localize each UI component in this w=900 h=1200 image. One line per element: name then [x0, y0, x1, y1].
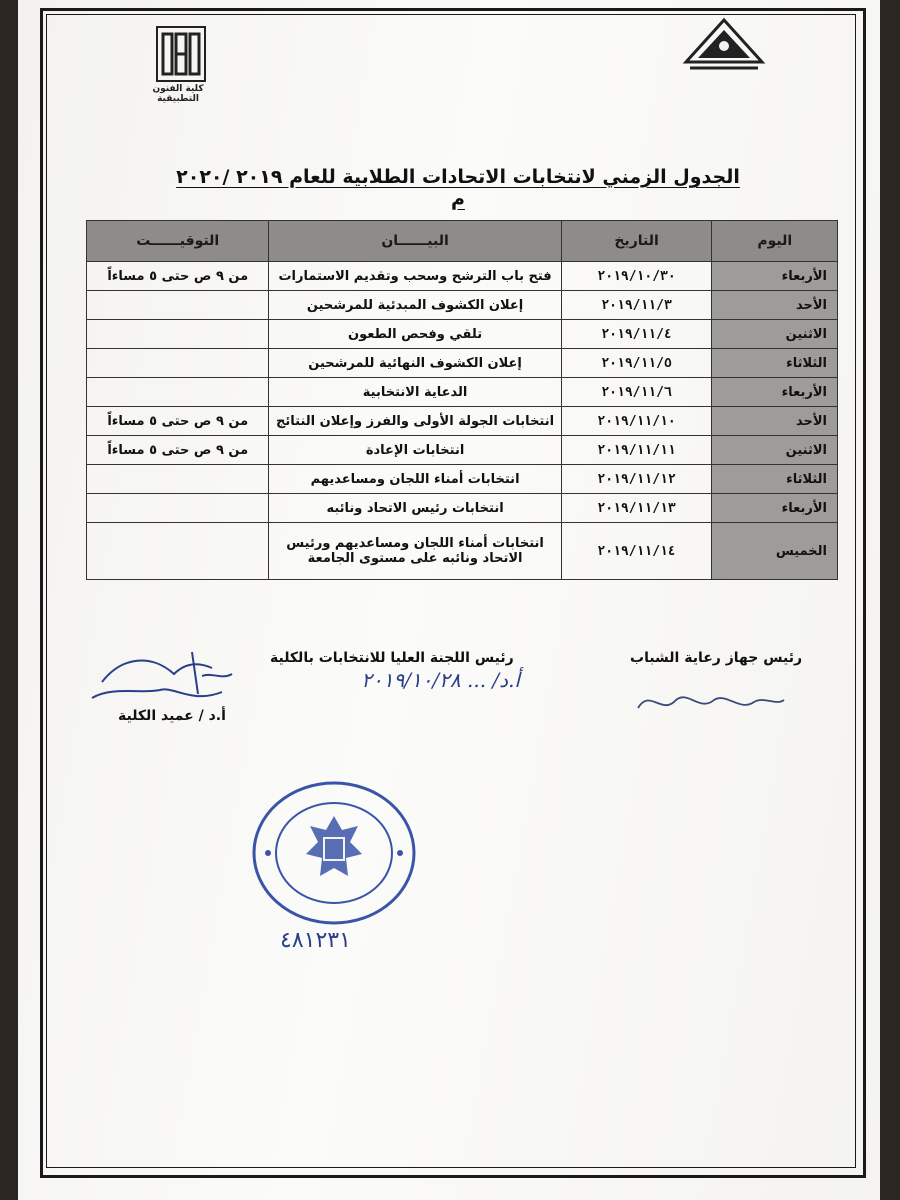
row-date: ٢٠١٩/١١/١٠: [561, 407, 712, 436]
table-row: [87, 465, 838, 494]
row-timing: من ٩ ص حتى ٥ مساءاً: [87, 436, 269, 465]
row-day: الثلاثاء: [712, 349, 838, 378]
committee-signature: أ.د/ ... ٢٠١٩/١٠/٢٨: [361, 668, 520, 692]
row-timing: [87, 523, 269, 580]
row-statement: إعلان الكشوف النهائية للمرشحين: [269, 349, 561, 378]
table-row: [87, 378, 838, 407]
header-timing: التوقيــــــت: [87, 221, 269, 262]
row-day: الأربعاء: [712, 262, 838, 291]
faculty-logo-caption: كلية الفنون التطبيقية: [152, 84, 204, 104]
row-statement: انتخابات الجولة الأولى والفرز وإعلان النتائج: [269, 407, 561, 436]
row-day: الاثنين: [712, 320, 838, 349]
row-date: ٢٠١٩/١١/١١: [561, 436, 712, 465]
row-statement: فتح باب الترشح وسحب وتقديم الاستمارات: [269, 262, 561, 291]
row-timing: من ٩ ص حتى ٥ مساءاً: [87, 407, 269, 436]
row-day: الخميس: [712, 523, 838, 580]
row-timing: [87, 320, 269, 349]
row-date: ٢٠١٩/١١/١٤: [561, 523, 712, 580]
row-day: الأحد: [712, 291, 838, 320]
row-day: الأربعاء: [712, 494, 838, 523]
dean-label: أ.د / عميد الكلية: [118, 708, 226, 724]
serial-number: ٤٨١٢٣١: [280, 928, 351, 953]
faculty-logo-icon: [156, 26, 206, 82]
row-statement: إعلان الكشوف المبدئية للمرشحين: [269, 291, 561, 320]
table-row: [87, 494, 838, 523]
row-statement: انتخابات أمناء اللجان ومساعديهم: [269, 465, 561, 494]
youth-care-head-label: رئيس جهاز رعاية الشباب: [630, 650, 803, 666]
row-date: ٢٠١٩/١٠/٣٠: [561, 262, 712, 291]
row-statement: انتخابات رئيس الاتحاد ونائبه: [269, 494, 561, 523]
table-row: [87, 523, 838, 580]
row-date: ٢٠١٩/١١/٥: [561, 349, 712, 378]
row-timing: [87, 465, 269, 494]
faculty-logo: [138, 26, 218, 104]
eagle-seal-stamp: [250, 778, 418, 928]
row-date: ٢٠١٩/١١/١٣: [561, 494, 712, 523]
row-day: الثلاثاء: [712, 465, 838, 494]
table-row: [87, 262, 838, 291]
row-statement: تلقي وفحص الطعون: [269, 320, 561, 349]
document-title: الجدول الزمني لانتخابات الاتحادات الطلابية للعام ٢٠١٩ /٢٠٢٠ م: [176, 166, 740, 210]
row-statement: انتخابات أمناء اللجان ومساعديهم ورئيس الاتحاد ونائبه على مستوى الجامعة: [269, 523, 561, 580]
row-date: ٢٠١٩/١١/٦: [561, 378, 712, 407]
youth-care-signature: [630, 682, 790, 722]
row-timing: [87, 494, 269, 523]
header-date: التاريخ: [561, 221, 712, 262]
row-day: الأحد: [712, 407, 838, 436]
election-schedule-table: [86, 220, 838, 580]
document-page: [18, 0, 880, 1200]
committee-head-label: رئيس اللجنة العليا للانتخابات بالكلية: [270, 650, 514, 666]
row-day: الأربعاء: [712, 378, 838, 407]
row-statement: الدعاية الانتخابية: [269, 378, 561, 407]
table-header-row: [87, 221, 838, 262]
header-day: اليوم: [712, 221, 838, 262]
row-statement: انتخابات الإعادة: [269, 436, 561, 465]
table-row: [87, 436, 838, 465]
row-date: ٢٠١٩/١١/١٢: [561, 465, 712, 494]
dean-signature: [82, 646, 242, 714]
table-row: [87, 407, 838, 436]
row-date: ٢٠١٩/١١/٣: [561, 291, 712, 320]
row-timing: [87, 291, 269, 320]
university-pyramid-logo-icon: [680, 16, 768, 76]
table-row: [87, 291, 838, 320]
row-date: ٢٠١٩/١١/٤: [561, 320, 712, 349]
row-timing: [87, 349, 269, 378]
row-timing: [87, 378, 269, 407]
row-timing: من ٩ ص حتى ٥ مساءاً: [87, 262, 269, 291]
header-statement: البيــــــان: [269, 221, 561, 262]
row-day: الاثنين: [712, 436, 838, 465]
table-row: [87, 349, 838, 378]
table-row: [87, 320, 838, 349]
